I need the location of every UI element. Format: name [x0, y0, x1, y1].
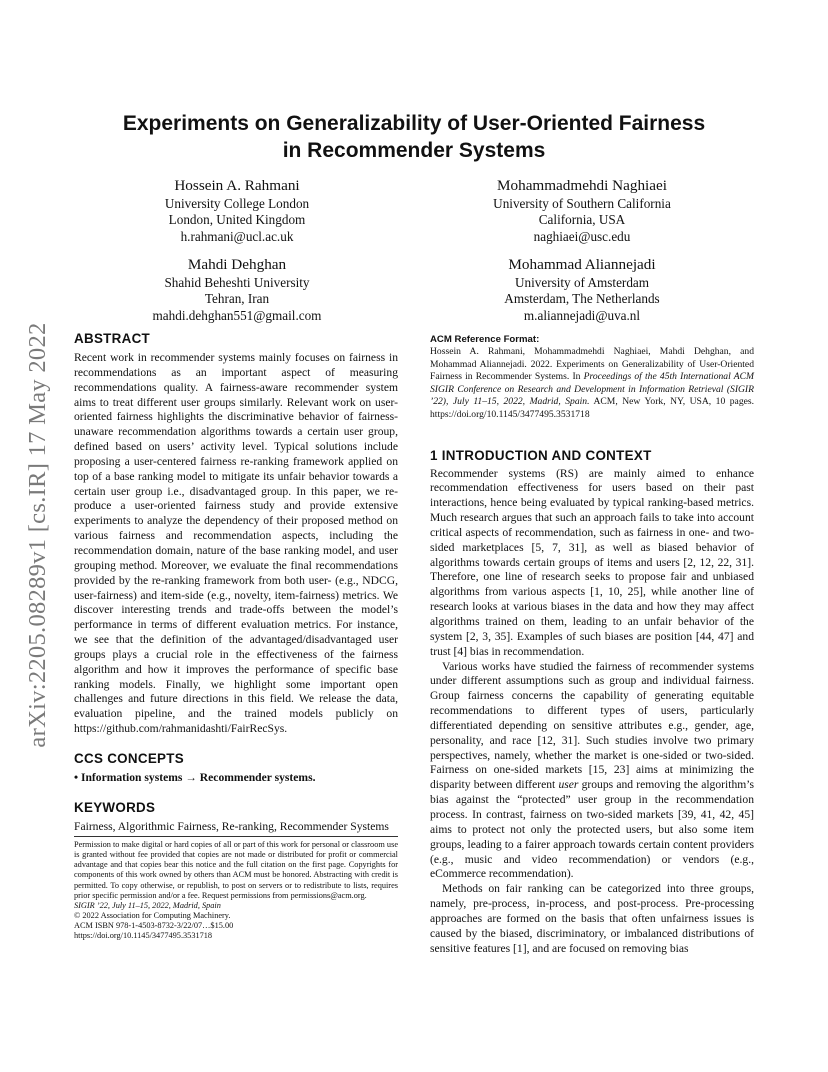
abstract-heading: ABSTRACT — [74, 331, 151, 346]
author-block-1 — [87, 176, 387, 245]
acm-ref-authors: Hossein A. Rahmani, Mohammadmehdi Naghiaei, Mahdi Dehghan, and Mohammad Aliannejadi. 2022. Experiments on Generalizability of User-Oriented Fairness in Recommender Systems. In — [430, 346, 754, 383]
author-affiliation: University College London — [164, 196, 310, 211]
arxiv-stamp: arXiv:2205.08289v1 [cs.IR] 17 May 2022 — [24, 322, 51, 748]
author-location: London, United Kingdom — [168, 212, 306, 228]
permission-text: Permission to make digital or hard copies of all or part of this work for personal or classroom use is granted without fee provided that copies are not made or distributed for profit or commercial advantage and that copies bear this notice and the full citation on the first page. Copyrights for components of this work owned by others than ACM must be honored. Abstracting with credit is permitted. To copy otherwise, or republish, to post on servers or to redistribute to lists, requires prior specific permission and/or a fee. Request permissions from permissions@acm.org. — [74, 840, 398, 900]
ccs-heading: CCS CONCEPTS — [74, 750, 184, 766]
author-email: mahdi.dehghan551@gmail.com — [152, 307, 322, 323]
doi-line: https://doi.org/10.1145/3477495.3531718 — [74, 931, 213, 941]
intro-paragraph-3: Methods on fair ranking can be categorized into three groups, namely, pre-process, in-process, and post-process. Pre-processing approaches are formed on the basis that often unfairness issues is caused by the biased, discriminatory, or imbalanced distributions of sensitive features [1], and are focused on removing bias — [430, 882, 754, 955]
right-column — [430, 334, 754, 956]
paper-title — [74, 110, 754, 164]
author-name: Mahdi Dehghan — [187, 256, 287, 273]
author-name: Mohammadmehdi Naghiaei — [497, 177, 667, 194]
copyright-line: © 2022 Association for Computing Machinery. — [74, 911, 231, 921]
acm-ref-venue: Proceedings of the 45th International ACM SIGIR Conference on Research and Development in Information Retrieval (SIGIR ’22), July 11–15, 2022, Madrid, Spain. — [430, 371, 754, 408]
author-location: Tehran, Iran — [204, 291, 270, 307]
intro-p2-end: groups and removing the algorithm’s bias against the “protected” user group in the recommendation process. In contrast, fairness on two-sided markets [39, 41, 42, 45] aims to protect not only the protected users, but also some item groups, leading to a fairer approach towards certain content providers (e.g., music and video recommendation) or vendors (e.g., eCommerce recommendation). — [430, 778, 755, 881]
venue-line: SIGIR ’22, July 11–15, 2022, Madrid, Spain — [74, 900, 221, 910]
ccs-concepts: • Information systems → Recommender systems. — [74, 770, 316, 784]
left-column — [74, 331, 398, 835]
author-email: naghiaei@usc.edu — [533, 228, 631, 244]
author-affiliation: University of Southern California — [493, 196, 671, 211]
author-location: Amsterdam, The Netherlands — [504, 291, 660, 307]
intro-p2-start: Various works have studied the fairness of recommender systems under different assumptions such as group and individual fairness. Group fairness concerns the capability of generating equitable recommendations to different types of users, particularly differentiated depending on sensitive attributes e.g., gender, age, personality, and race [12, 31]. Such studies involve two primary perspectives, namely, whether the market is one-sided or two-sided. Fairness on one-sided markets [15, 23] aims at minimizing the disparity between different — [430, 659, 754, 792]
intro-paragraph-1: Recommender systems (RS) are mainly aimed to enhance recommendation effectiveness for users based on their past interactions, hence being evaluated by typical ranking-based metrics. Much research argues that such an approach fails to take into account critical aspects of recommendation, such as fairness in one- and two-sided marketplaces [5, 7, 31], as well as biased behavior of algorithms towards certain groups of items and users [2, 12, 22, 31]. Therefore, one line of research seeks to propose fair and unbiased algorithms from various aspects [1, 10, 25], while another line of research looks at various biases in the data and how they may affect algorithms trained on them, leading to an unfair behavior of the system [2, 3, 35]. Examples of such biases are position [44, 47] and trust [4] bias in recommendation. — [430, 466, 754, 658]
acm-ref-heading: ACM Reference Format: — [430, 334, 540, 345]
intro-paragraph-2 — [430, 660, 754, 883]
author-location: California, USA — [538, 212, 626, 228]
title-line-1: Experiments on Generalizability of User-Oriented Fairness — [122, 112, 706, 135]
intro-heading: 1 INTRODUCTION AND CONTEXT — [430, 447, 652, 463]
acm-ref-tail: ACM, New York, NY, USA, 10 pages. https://doi.org/10.1145/3477495.3531718 — [430, 396, 755, 420]
author-block-2 — [432, 176, 732, 245]
author-block-4 — [432, 255, 732, 324]
author-name: Mohammad Aliannejadi — [508, 256, 656, 273]
author-block-3 — [87, 255, 387, 324]
author-email: m.aliannejadi@uva.nl — [523, 307, 641, 323]
intro-p2-emphasis: user — [558, 778, 579, 792]
author-email: h.rahmani@ucl.ac.uk — [180, 228, 294, 244]
author-affiliation: University of Amsterdam — [514, 275, 650, 290]
permission-notice — [74, 836, 398, 942]
abstract-text: Recent work in recommender systems mainly focuses on fairness in recommendations as an important aspect of measuring recommendations quality. A fairness-aware recommender system aims to treat different user groups similarly. Relevant work on user-oriented fairness highlights the discriminative behavior of fairness-unaware recommendation algorithms towards a certain user group, defined based on users’ activity level. Typical solutions include proposing a user-centered fairness re-ranking framework applied on top of a base ranking model to mitigate its unfair behavior towards a certain user group i.e., disadvantaged group. In this paper, we re-produce a user-oriented fairness study and provide extensive experiments to analyze the dependency of their proposed method on various fairness and recommendation aspects, including the recommendation domain, nature of the base ranking model, and user grouping method. Moreover, we evaluate the final recommendations provided by the re-ranking framework from both user- (e.g., NDCG, user-fairness) and item-side (e.g., novelty, item-fairness) metrics. We discover interesting trends and trade-offs between the model’s performance in terms of different evaluation metrics. For instance, we see that the definition of the advantaged/disadvantaged user groups plays a crucial role in the effectiveness of the fairness algorithm and how it improves the performance of specific base ranking models. Finally, we highlight some important open challenges and future directions in this field. We release the data, evaluation pipeline, and the trained models publicly on https://github.com/rahmanidashti/FairRecSys. — [74, 351, 398, 736]
title-line-2: in Recommender Systems — [282, 139, 546, 162]
keywords-heading: KEYWORDS — [74, 799, 156, 815]
author-affiliation: Shahid Beheshti University — [164, 275, 310, 290]
author-name: Hossein A. Rahmani — [174, 177, 300, 194]
keywords-text: Fairness, Algorithmic Fairness, Re-ranking, Recommender Systems — [74, 819, 389, 833]
acm-reference — [430, 346, 754, 422]
isbn-line: ACM ISBN 978-1-4503-8732-3/22/07…$15.00 — [74, 921, 234, 931]
